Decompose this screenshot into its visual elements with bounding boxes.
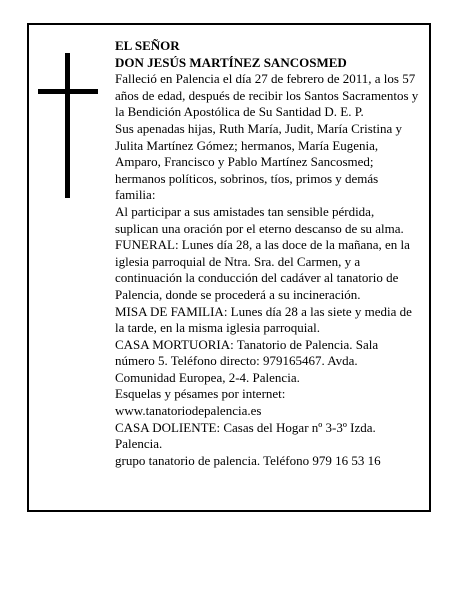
family-members: Sus apenadas hijas, Ruth María, Judit, María Cristina y Julita Martínez Gómez; hermanos, María Eugenia, Amparo, Francisco y Pablo Martínez Sancosmed; hermanos políticos, sobrinos, tíos, primos y demás familia: — [115, 120, 403, 203]
cross-icon — [38, 53, 98, 198]
online-condolences: Esquelas y pésames por internet: www.tanatoriodepalencia.es — [115, 386, 286, 419]
death-announcement: Falleció en Palencia el día 27 de febrero de 2011, a los 57 años de edad, después de recibir los Santos Sacramentos y la Bendición Apostólica de Su Santidad D. E. P. — [115, 71, 419, 120]
prayer-request: Al participar a sus amistades tan sensible pérdida, suplican una oración por el eterno descanso de su alma. — [115, 203, 404, 236]
mortuary-info: CASA MORTUORIA: Tanatorio de Palencia. Sala número 5. Teléfono directo: 979165467. Avda. Comunidad Europea, 2-4. Palencia. — [115, 336, 379, 385]
obituary-text — [115, 38, 420, 469]
deceased-name: DON JESÚS MARTÍNEZ SANCOSMED — [115, 54, 347, 70]
funeral-info: FUNERAL: Lunes día 28, a las doce de la mañana, en la iglesia parroquial de Ntra. Sra. del Carmen, y a continuación la conducción del cadáver al tanatorio de Palencia, donde se procederá a su incineración. — [115, 237, 410, 302]
family-home-info: CASA DOLIENTE: Casas del Hogar nº 3-3º Izda. Palencia. — [115, 419, 376, 452]
funeral-home-contact: grupo tanatorio de palencia. Teléfono 979 16 53 16 — [115, 452, 381, 468]
title-line-1: EL SEÑOR — [115, 38, 180, 53]
family-mass-info: MISA DE FAMILIA: Lunes día 28 a las siete y media de la tarde, en la misma iglesia parroquial. — [115, 303, 412, 336]
